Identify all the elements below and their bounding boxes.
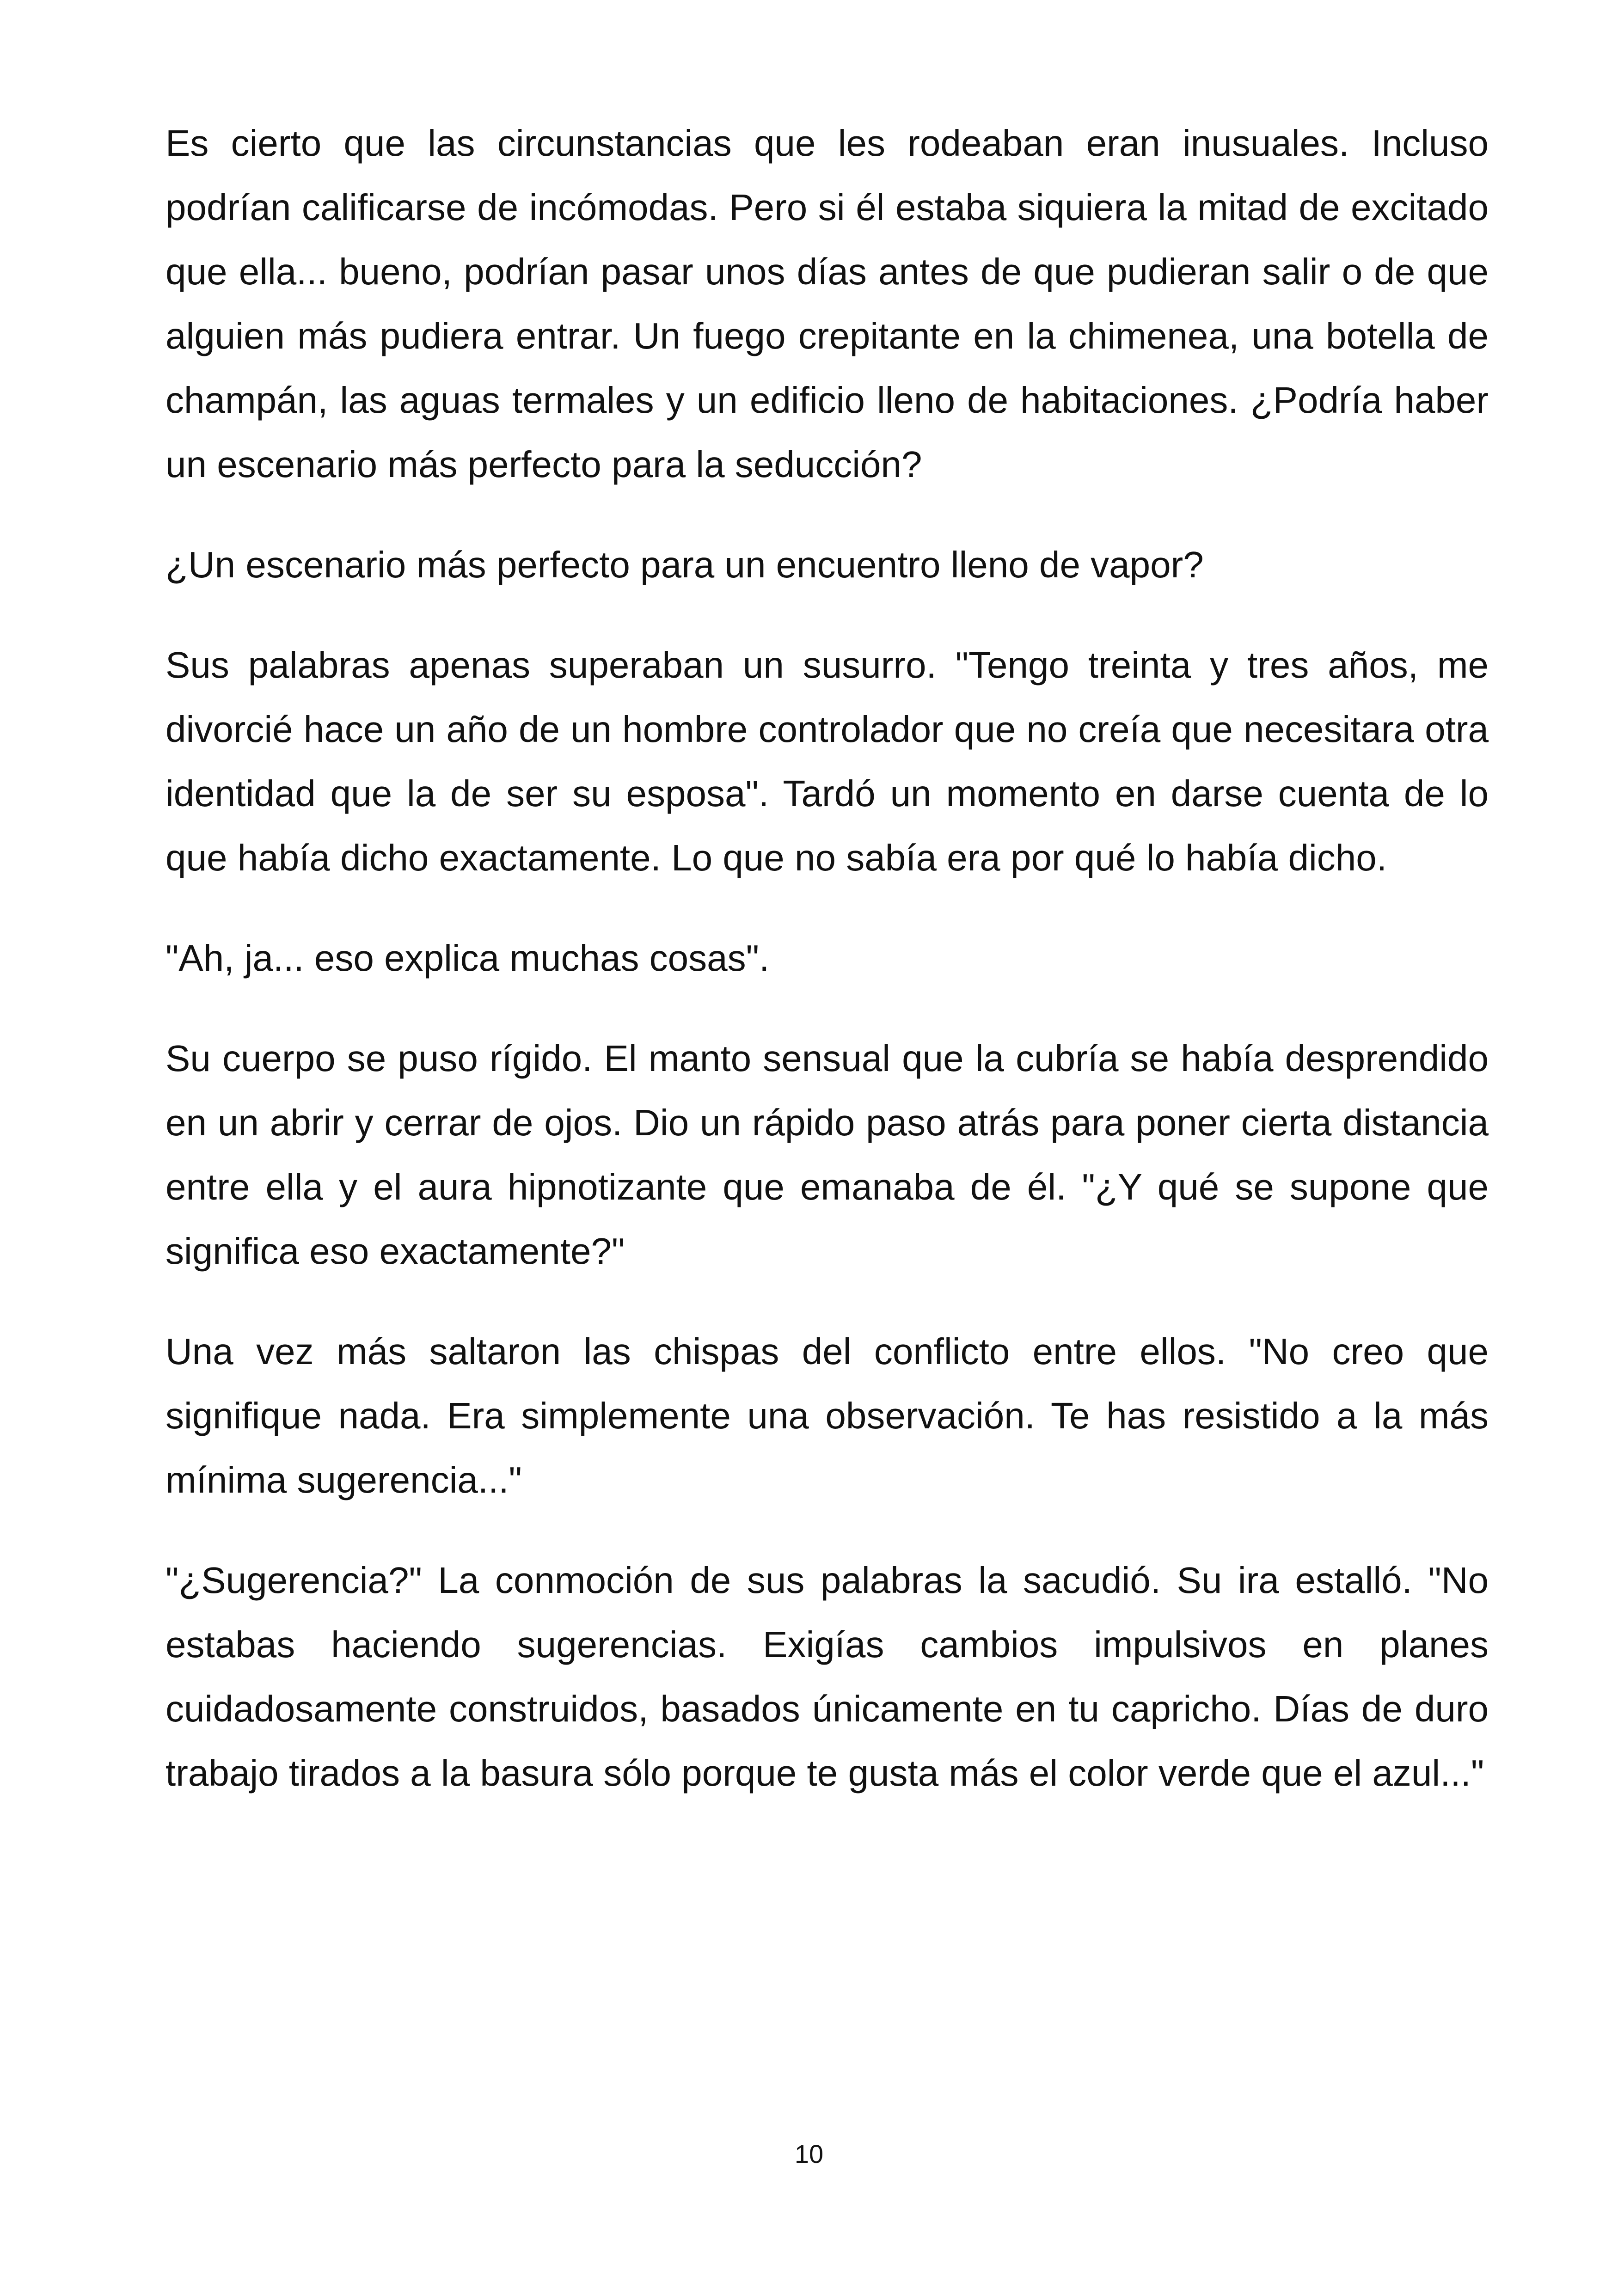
paragraph-4: "Ah, ja... eso explica muchas cosas". [165, 937, 770, 979]
paragraph-7: "¿Sugerencia?" La conmoción de sus palabras la sacudió. Su ira estalló. "No estabas haciendo sugerencias. Exigías cambios impulsivos en planes cuidadosamente construidos, basados únicamente en tu capricho. Días de duro trabajo tirados a la basura sólo porque te gusta más el color verde que el azul..." [165, 1560, 1489, 1794]
body-text [165, 111, 1489, 1841]
paragraph-2: ¿Un escenario más perfecto para un encuentro lleno de vapor? [165, 544, 1204, 585]
page-number: 10 [794, 2139, 824, 2168]
paragraph-3: Sus palabras apenas superaban un susurro. "Tengo treinta y tres años, me divorcié hace un año de un hombre controlador que no creía que necesitara otra identidad que la de ser su esposa". Tardó un momento en darse cuenta de lo que había dicho exactamente. Lo que no sabía era por qué lo había dicho. [165, 644, 1489, 878]
paragraph-6: Una vez más saltaron las chispas del conflicto entre ellos. "No creo que signifique nada. Era simplemente una observación. Te has resistido a la más mínima sugerencia..." [165, 1331, 1489, 1500]
paragraph-5: Su cuerpo se puso rígido. El manto sensual que la cubría se había desprendido en un abrir y cerrar de ojos. Dio un rápido paso atrás para poner cierta distancia entre ella y el aura hipnotizante que emanaba de él. "¿Y qué se supone que significa eso exactamente?" [165, 1038, 1489, 1272]
paragraph-1: Es cierto que las circunstancias que les rodeaban eran inusuales. Incluso podrían calificarse de incómodas. Pero si él estaba siquiera la mitad de excitado que ella... bueno, podrían pasar unos días antes de que pudieran salir o de que alguien más pudiera entrar. Un fuego crepitante en la chimenea, una botella de champán, las aguas termales y un edificio lleno de habitaciones. ¿Podría haber un escenario más perfecto para la seducción? [165, 122, 1489, 485]
